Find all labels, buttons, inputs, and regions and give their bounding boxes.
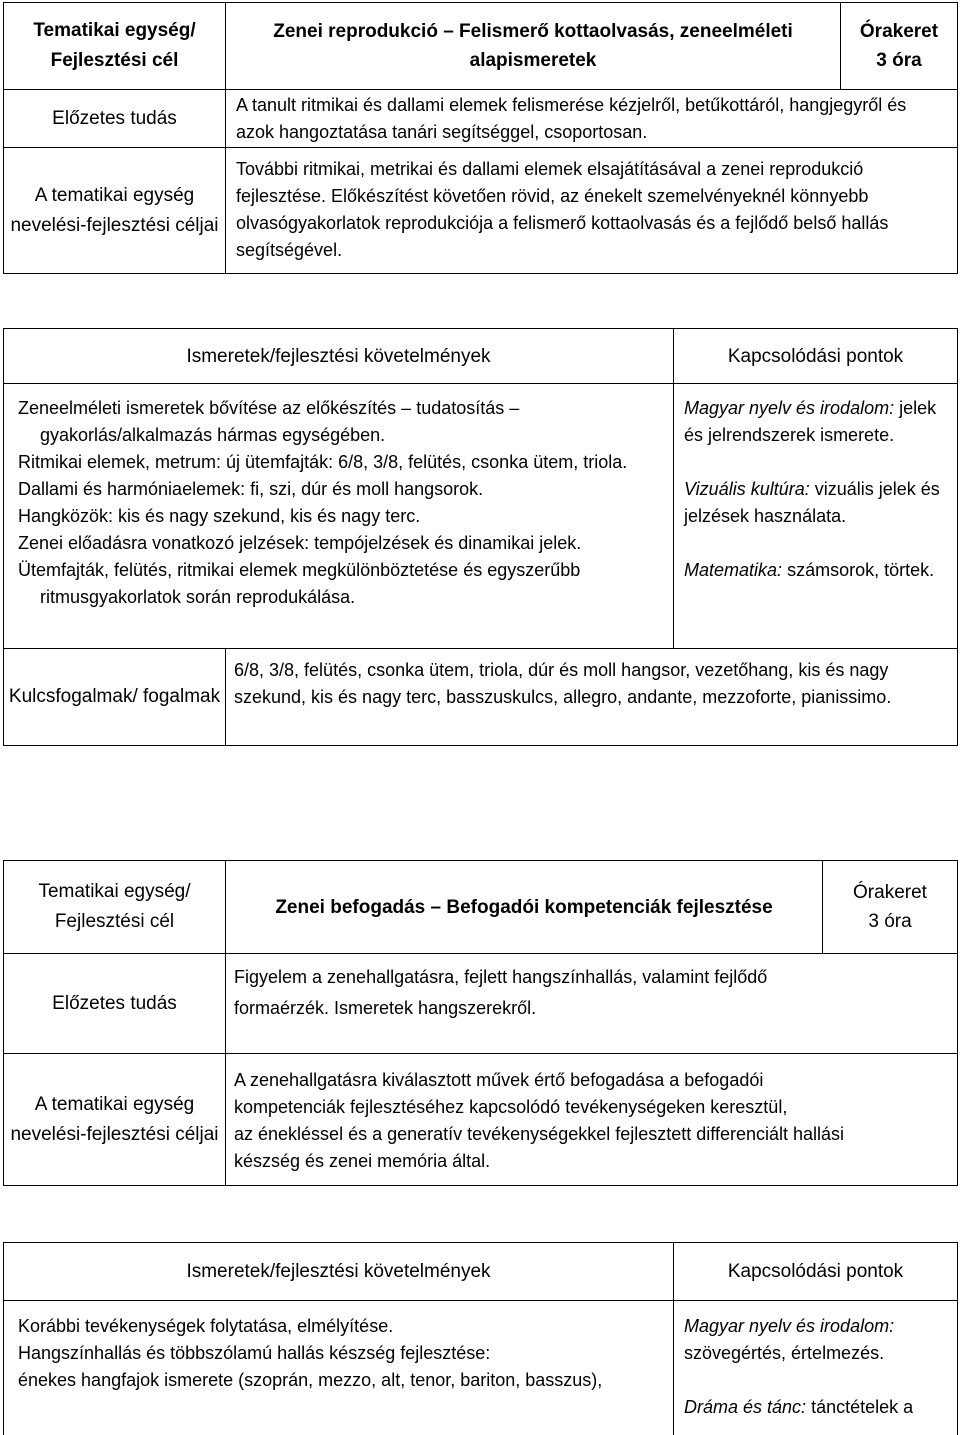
unit-title-dash: – bbox=[430, 896, 442, 918]
label-thematic-unit: Tematikai egység/ Fejlesztési cél bbox=[4, 3, 226, 90]
link-item bbox=[684, 476, 943, 530]
hours-label: Órakeret bbox=[859, 21, 939, 42]
requirement-item: énekes hangfajok ismerete (szoprán, mezzo, alt, tenor, bariton, basszus), bbox=[18, 1370, 603, 1390]
unit-title-part1: Zenei befogadás bbox=[275, 896, 426, 918]
unit-title: Zenei reprodukció – Felismerő kottaolvasás, zeneelméleti alapismeretek bbox=[226, 3, 841, 90]
link-text: jelek és jelrendszerek ismerete. bbox=[684, 398, 937, 445]
link-item bbox=[684, 1394, 951, 1421]
label-goals: A tematikai egység nevelési-fejlesztési céljai bbox=[4, 1054, 226, 1186]
goals-line: A zenehallgatásra kiválasztott művek értő befogadása a befogadói bbox=[234, 1070, 764, 1090]
link-text: vizuális jelek és jelzések használata. bbox=[684, 479, 940, 526]
label-thematic-unit: Tematikai egység/ Fejlesztési cél bbox=[4, 861, 226, 954]
requirement-item: Ütemfajták, felütés, ritmikai elemek megkülönböztetése és egyszerűbb ritmusgyakorlatok során reprodukálása. bbox=[18, 560, 581, 607]
label-prior-knowledge: Előzetes tudás bbox=[4, 90, 226, 148]
requirement-item: Hangközök: kis és nagy szekund, kis és nagy terc. bbox=[18, 506, 421, 526]
links-list bbox=[674, 1301, 958, 1435]
requirements-table-reception bbox=[3, 1242, 958, 1435]
requirements-list bbox=[4, 1301, 674, 1435]
link-text: számsorok, törtek. bbox=[787, 560, 935, 580]
label-goals: A tematikai egység nevelési-fejlesztési céljai bbox=[4, 148, 226, 274]
links-header: Kapcsolódási pontok bbox=[674, 1243, 958, 1301]
label-key-concepts: Kulcsfogalmak/ fogalmak bbox=[4, 649, 226, 746]
link-text: tánctételek a bbox=[811, 1397, 914, 1417]
requirements-header: Ismeretek/fejlesztési követelmények bbox=[4, 329, 674, 384]
requirement-item: Ritmikai elemek, metrum: új ütemfajták: 6/8, 3/8, felütés, csonka ütem, triola. bbox=[18, 452, 628, 472]
link-item bbox=[684, 1313, 951, 1367]
unit-title bbox=[226, 861, 823, 954]
prior-knowledge-text: A tanult ritmikai és dallami elemek felismerése kézjelről, betűkottáról, hangjegyről és azok hangoztatása tanári segítséggel, csoportosan. bbox=[226, 90, 958, 148]
goals-text bbox=[226, 1054, 958, 1186]
goals-text: További ritmikai, metrikai és dallami elemek elsajátításával a zenei reprodukció fejlesztése. Előkészítést követően rövid, az énekelt szemelvényeknél könnyebb olvasógyakorlatok reprodukciója a felismerő kottaolvasás és a fejlődő belső hallás segítségével. bbox=[226, 148, 958, 274]
requirements-list bbox=[4, 384, 674, 649]
link-subject: Magyar nyelv és irodalom: bbox=[684, 1316, 895, 1336]
link-text: szövegértés, értelmezés. bbox=[684, 1343, 885, 1363]
goals-line: készség és zenei memória által. bbox=[234, 1151, 491, 1171]
links-header: Kapcsolódási pontok bbox=[674, 329, 958, 384]
links-list bbox=[674, 384, 958, 649]
goals-line: az énekléssel és a generatív tevékenységekkel fejlesztett differenciált hallási bbox=[234, 1124, 845, 1144]
requirement-item: Hangszínhallás és többszólamú hallás készség fejlesztése: bbox=[18, 1343, 491, 1363]
hours-value: 3 óra bbox=[876, 50, 922, 71]
link-item bbox=[684, 557, 943, 584]
link-subject: Dráma és tánc: bbox=[684, 1397, 807, 1417]
requirements-table-reproduction bbox=[3, 328, 958, 746]
requirement-item: Korábbi tevékenységek folytatása, elmélyítése. bbox=[18, 1316, 394, 1336]
unit-title-part2: Befogadói kompetenciák fejlesztése bbox=[446, 896, 773, 918]
link-item bbox=[684, 395, 943, 449]
hours-cell bbox=[823, 861, 958, 954]
unit-table-reception bbox=[3, 860, 958, 1186]
requirements-header: Ismeretek/fejlesztési követelmények bbox=[4, 1243, 674, 1301]
label-prior-knowledge: Előzetes tudás bbox=[4, 954, 226, 1054]
requirement-item: Zenei előadásra vonatkozó jelzések: tempójelzések és dinamikai jelek. bbox=[18, 533, 582, 553]
hours-value: 3 óra bbox=[868, 911, 912, 932]
link-subject: Matematika: bbox=[684, 560, 783, 580]
link-subject: Magyar nyelv és irodalom: bbox=[684, 398, 895, 418]
hours-label: Órakeret bbox=[853, 882, 927, 903]
link-subject: Vizuális kultúra: bbox=[684, 479, 810, 499]
prior-knowledge-text: Figyelem a zenehallgatásra, fejlett hangszínhallás, valamint fejlődő formaérzék. Ismeretek hangszerekről. bbox=[226, 954, 958, 1054]
unit-table-reproduction bbox=[3, 2, 958, 274]
key-concepts-text: 6/8, 3/8, felütés, csonka ütem, triola, dúr és moll hangsor, vezetőhang, kis és nagy szekund, kis és nagy terc, basszuskulcs, allegro, andante, mezzoforte, pianissimo. bbox=[226, 649, 958, 746]
goals-line: kompetenciák fejlesztéséhez kapcsolódó tevékenységeken keresztül, bbox=[234, 1097, 788, 1117]
requirement-item: Zeneelméleti ismeretek bővítése az előkészítés – tudatosítás – gyakorlás/alkalmazás hármas egységében. bbox=[18, 398, 520, 445]
requirement-item: Dallami és harmóniaelemek: fi, szi, dúr és moll hangsorok. bbox=[18, 479, 484, 499]
hours-cell bbox=[841, 3, 958, 90]
